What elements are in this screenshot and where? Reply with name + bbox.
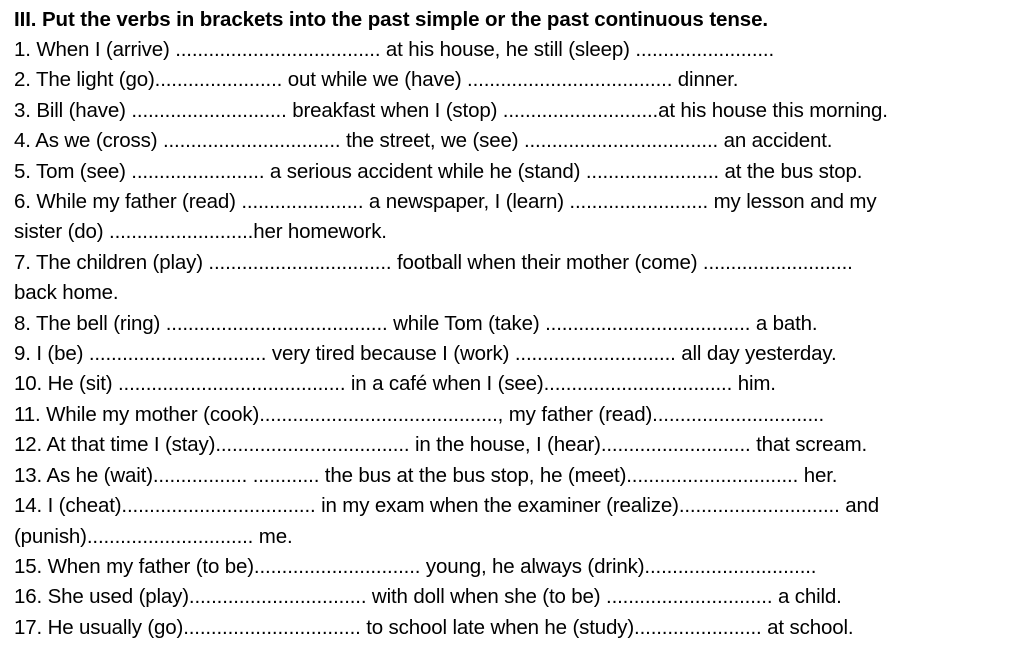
exercise-line-2: 2. The light (go)....................... out while we (have) ..................................... dinner. bbox=[14, 68, 739, 92]
exercise-line-15: 15. When my father (to be).............................. young, he always (drink)............................... bbox=[14, 554, 817, 578]
exercise-line-4: 4. As we (cross) ................................ the street, we (see) ................................... an accident. bbox=[14, 129, 833, 153]
exercise-title: III. Put the verbs in brackets into the past simple or the past continuous tense. bbox=[14, 8, 768, 31]
exercise-line-11: 11. While my mother (cook)..........................................., my father (read)............................... bbox=[14, 402, 825, 426]
exercise-line-6: 6. While my father (read) ...................... a newspaper, I (learn) ......................... my lesson and my bbox=[14, 190, 877, 214]
exercise-line-17: 17. He usually (go)................................ to school late when he (study)....................... at school. bbox=[14, 615, 854, 639]
exercise-line-14-cont: (punish).............................. me. bbox=[14, 524, 293, 548]
exercise-line-7: 7. The children (play) ................................. football when their mother (come) ........................... bbox=[14, 250, 853, 274]
exercise-line-16: 16. She used (play)................................ with doll when she (to be) .............................. a child. bbox=[14, 585, 842, 609]
exercise-line-1: 1. When I (arrive) ..................................... at his house, he still (sleep) ......................... bbox=[14, 38, 775, 61]
exercise-line-13: 13. As he (wait)................. ............ the bus at the bus stop, he (meet)............................... her. bbox=[14, 463, 838, 487]
exercise-line-6-cont: sister (do) ..........................her homework. bbox=[14, 220, 387, 244]
exercise-line-7-cont: back home. bbox=[14, 281, 119, 305]
exercise-line-14: 14. I (cheat)................................... in my exam when the examiner (realize)............................. and bbox=[14, 494, 879, 518]
exercise-line-5: 5. Tom (see) ........................ a serious accident while he (stand) ........................ at the bus stop. bbox=[14, 159, 863, 183]
exercise-line-3: 3. Bill (have) ............................ breakfast when I (stop) ............................at his house this morning. bbox=[14, 98, 888, 122]
exercise-line-8: 8. The bell (ring) ........................................ while Tom (take) ..................................... a bath. bbox=[14, 311, 818, 335]
exercise-line-10: 10. He (sit) ......................................... in a café when I (see).................................. him. bbox=[14, 372, 776, 396]
exercise-line-9: 9. I (be) ................................ very tired because I (work) ............................. all day yesterday. bbox=[14, 342, 837, 366]
exercise-line-12: 12. At that time I (stay)................................... in the house, I (hear)........................... that scream. bbox=[14, 433, 868, 457]
